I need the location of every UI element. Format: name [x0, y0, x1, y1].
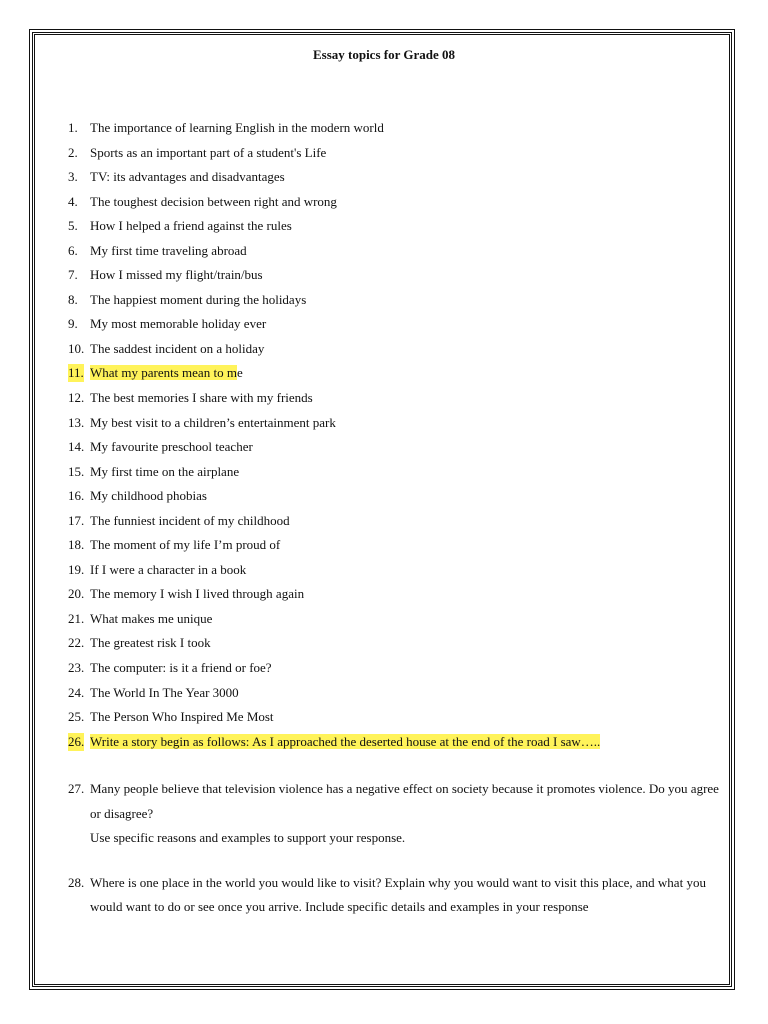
topic-text: How I helped a friend against the rules: [90, 218, 292, 234]
topic-item-highlighted: [68, 364, 728, 389]
topic-text: The greatest risk I took: [90, 635, 211, 651]
topic-item: [68, 871, 728, 920]
topic-text: Where is one place in the world you would like to visit? Explain why you would want to visit this place, and what you would want to do or see once you arrive. Include specific details and examples in your response: [90, 874, 706, 915]
topic-text-highlighted: Write a story begin as follows: As I approached the deserted house at the end of the road I saw…..: [90, 733, 601, 749]
topic-item: [68, 193, 728, 218]
topic-number: 27.: [68, 781, 85, 797]
topic-number: 22.: [68, 635, 85, 651]
topic-item: [68, 777, 728, 851]
topic-text: Sports as an important part of a student's Life: [90, 144, 327, 160]
topic-number: 12.: [68, 390, 85, 406]
topic-number: 2.: [68, 144, 78, 160]
topic-item: [68, 561, 728, 586]
topic-text: The toughest decision between right and wrong: [90, 193, 337, 209]
topic-number: 24.: [68, 684, 85, 700]
topic-text: The importance of learning English in the modern world: [90, 120, 384, 135]
topic-number: 28.: [68, 874, 85, 890]
topic-number: 20.: [68, 586, 85, 602]
topic-number: 23.: [68, 660, 85, 676]
topic-item: [68, 340, 728, 365]
topic-item: [68, 463, 728, 488]
topic-number: 6.: [68, 242, 78, 258]
topic-text: Many people believe that television violence has a negative effect on society because it promotes violence. Do you agree or disagree?: [90, 781, 719, 821]
topic-text-tail: e: [236, 365, 243, 381]
topic-text: My first time on the airplane: [90, 463, 240, 479]
topic-text: My first time traveling abroad: [90, 242, 247, 258]
topic-text: My most memorable holiday ever: [90, 316, 267, 332]
topic-text: The World In The Year 3000: [90, 684, 239, 700]
topic-number: 10.: [68, 340, 85, 356]
topic-number: 8.: [68, 291, 78, 307]
topic-number: 19.: [68, 561, 85, 577]
topic-number: 15.: [68, 463, 85, 479]
topic-text: How I missed my flight/train/bus: [90, 267, 263, 283]
topic-item: [68, 438, 728, 463]
topic-number: 11.: [68, 365, 84, 381]
topic-text-highlighted: What my parents mean to m: [90, 365, 237, 381]
topic-text: TV: its advantages and disadvantages: [90, 169, 285, 185]
topic-item: [68, 634, 728, 659]
topic-number: 16.: [68, 488, 85, 504]
topic-number: 17.: [68, 512, 85, 528]
topic-text: The moment of my life I’m proud of: [90, 537, 281, 553]
topic-item: [68, 315, 728, 340]
topic-subtext: Use specific reasons and examples to support your response.: [90, 830, 406, 846]
topic-text: The best memories I share with my friends: [90, 390, 313, 406]
topic-item: [68, 536, 728, 561]
topic-item: [68, 119, 728, 144]
topic-number: 7.: [68, 267, 78, 283]
topic-item: [68, 217, 728, 242]
topic-item: [68, 144, 728, 169]
topic-item: [68, 684, 728, 709]
topic-item: [68, 168, 728, 193]
topic-number: 4.: [68, 193, 78, 209]
topic-item: [68, 414, 728, 439]
topic-text: The happiest moment during the holidays: [90, 291, 307, 307]
topic-text: The funniest incident of my childhood: [90, 512, 290, 528]
topic-text: What makes me unique: [90, 610, 213, 626]
topic-number: 5.: [68, 218, 78, 234]
topic-text: My childhood phobias: [90, 488, 207, 504]
topic-item: [68, 242, 728, 267]
topic-list: [68, 119, 728, 920]
topic-text: If I were a character in a book: [90, 561, 247, 577]
topic-number: 25.: [68, 709, 85, 725]
topic-item: [68, 585, 728, 610]
topic-text: The computer: is it a friend or foe?: [90, 660, 272, 676]
topic-text: My best visit to a children’s entertainment park: [90, 414, 336, 430]
topic-number: 21.: [68, 610, 85, 626]
topic-item: [68, 487, 728, 512]
topic-text: My favourite preschool teacher: [90, 439, 253, 455]
topic-number: 26.: [68, 733, 85, 749]
topic-item: [68, 610, 728, 635]
topic-number: 13.: [68, 414, 85, 430]
topic-number: 1.: [68, 120, 78, 135]
topic-number: 18.: [68, 537, 85, 553]
topic-text: The memory I wish I lived through again: [90, 586, 305, 602]
topic-item: [68, 266, 728, 291]
topic-text: The Person Who Inspired Me Most: [90, 709, 274, 725]
topic-text: The saddest incident on a holiday: [90, 340, 265, 356]
topic-item: [68, 708, 728, 733]
topic-number: 3.: [68, 169, 78, 185]
topic-number: 14.: [68, 439, 85, 455]
topic-item: [68, 291, 728, 316]
topic-item: [68, 659, 728, 684]
topic-item: [68, 389, 728, 414]
topic-item-highlighted: [68, 733, 728, 758]
document-title: Essay topics for Grade 08: [312, 47, 456, 62]
topic-number: 9.: [68, 316, 78, 332]
topic-item: [68, 512, 728, 537]
